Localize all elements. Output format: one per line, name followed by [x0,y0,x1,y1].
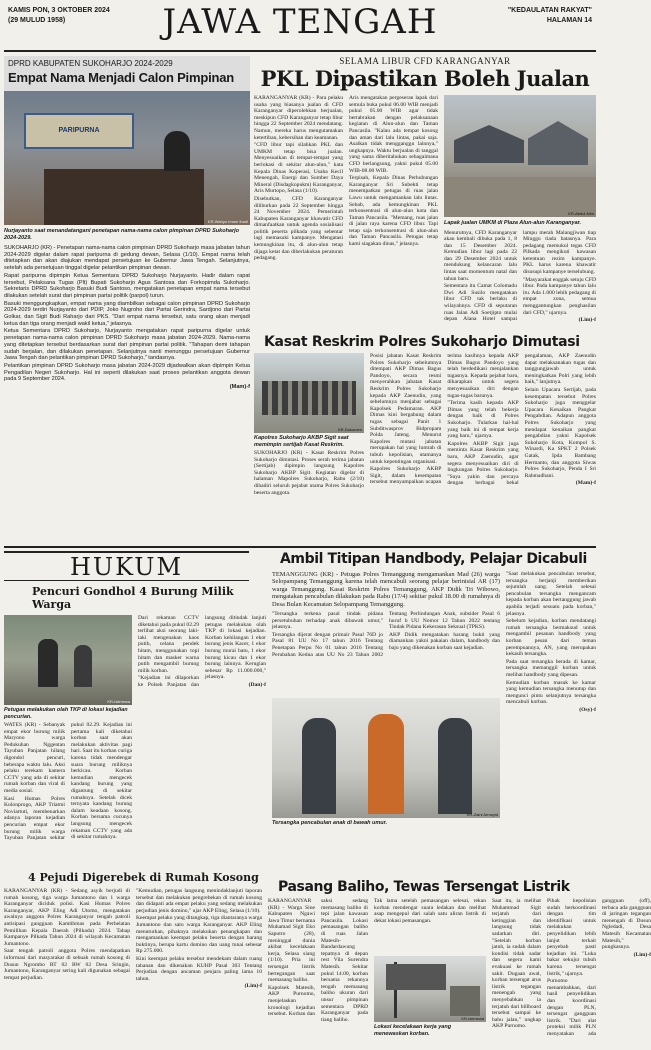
hukum-section-tag: HUKUM [4,551,249,581]
baliho-body-right [492,898,651,1038]
baliho-para-4: Saat itu, ia melihat Muhammad Sigit terjatuh dari ketinggian dan langsung tidak sadarkan diri. "Setelah korban jatuh, ia sudah dalam kondisi tidak sadar dan segera kami evakuasi ke rumah sakit. Dugaan awal, korban tersengat arus listrik tegangan menengah yang menyebabkan ia terjatuh dari billboard tersebut sampai ke bahu jalan," ungkap AKP Purnomo. [492,898,541,1030]
handbody-para-4: AKP Didik mengatakan barang bukti yang diamankan yakni pakaian dalam, handbody dan baju yang dikenakan korban saat kejadian. [389,631,500,651]
handbody-para-6: Sebelum kejadian, korban mendatangi rumah tersangka bermaksud untuk mengambil pesanan handbody yang korban pesan dari teman perempuannya, AN, yang merupakan kekasih tersangka. [506,618,596,658]
reskrim-para-1: SUKOHARJO (KR) - Kasat Reskrim Polres Sukoharjo dimutasi. Proses serah terima jabatan (Sertijab) dipimpin langsung Kapolres Sukoharjo AKBP Sigit. Kegiatan digelar di halaman Mapolres Sukoharjo, Rabu (2/10) dihadiri seluruh pejabat utama Polres Sukoharjo beserta anggota. [254,450,364,496]
article-gondhol [4,585,266,868]
baliho-mid-column [374,898,486,1038]
dprd-photo [4,91,250,225]
paripurna-screen [24,113,134,149]
pejudi-para-3: "Kemudian, petugas langsung menindaklanjuti laporan tersebut dan melakukan pengrebekan di rumah kosong dan didapati ada empat pelaku yang sedang melakukan perjudian jenis domino," ujar AKP Eling, Selasa (1/10). [136,888,262,914]
baliho-body-mid [374,898,486,954]
suspect-figure [368,714,404,814]
reskrim-headline: Kasat Reskrim Polres Sukoharjo Dimutasi [264,334,580,350]
handbody-photo [272,698,500,818]
gondhol-left-column [4,615,132,882]
article-reskrim [254,334,596,546]
handbody-para-8: Kemudian korban masuk ke kamar yang kemudian tersangka menutup dan mengunci pintu selanjutnya tersangka mencabuli korban. [506,679,596,706]
tent-shape [454,125,524,163]
pejudi-end-mark: (Lim)-f [244,983,262,990]
article-baliho [268,879,651,1046]
baliho-para-5: Pihak kepolisian sudah berkoordinasi dengan tim identifikasi untuk melakukan penyelidikan lebih lanjut terkait penyebab pasti kejadian ini. "Luka bakar sekujur tubuh karena tersengat listrik," ujarnya. [547,898,596,977]
article-handbody [272,551,596,877]
baliho-para-3: Tak lama setelah pemasangan selesai, rekan korban mendengar suara ledakan dan melihat asap mengepul dari salah satu aliran listrik di dekat lokasi pemasangan. [374,898,486,924]
pkl-body-right [444,230,596,330]
gondhol-para-4: "Kejadian ini dilaporkan ke Polsek Panjatan dan langsung ditindak lanjuti petugas melakukan olah TKP di lokasi kejadian. Korban kehilangan 1 ekor burung jenis Kacer, 1 ekor burung murai batu, 1 ekor burung kicau dan 1 ekor burung lainnya. Kerugian sebesar Rp 11.000.000," jelasnya. [138,615,266,688]
handbody-lead [272,571,500,608]
article-pejudi [4,871,262,1046]
baliho-body-left [268,898,368,1038]
pkl-para-1: KARANGANYAR (KR) - Para pelaku usaha yang biasanya jualan di CFD Karanganyar diperolehkan berjualan, meskipun CFD Karanganyar tetap libur hingga 22 September 2024 mendatang. Namun, mereka harus mengutamakan ketertiban, kebersihan dan keamanan. [254,95,343,141]
reskrim-left-column [254,353,364,542]
tent-shape-2 [528,121,588,165]
paripurna-banner: PARIPURNA [58,127,100,134]
pejudi-para-1: KARANGANYAR (KR) - Sedang asyik berjudi di rumah kosong, tiga warga Jumantono dan 1 warga Karanganyar diciduk polisi. Kasi Humas Polres Karanganyar, AKP Eling Adi Utomo, mengatakan awalnya anggota Polres Karanganyar tengah patroli antisipasi gangguan Kamtibmas pada Perhelatan Pemilihan Kepala Daerah (Pilkada) 2024. Tahap Kampanye Pilkada Tahun 2024 di wilayah Kecamatan Jumantono. [4,888,130,947]
gondhol-para-3: Dari rekaman CCTV diketahui pada pukul 02.29 terlihat aksi seorang laki-laki mengenakan kaos putih, celana pendek hitam, menggunakan topi hitam dan masker warna putih mengambil burung milik korban. [138,615,199,674]
handbody-side-column [506,571,596,871]
publication-name: "KEDAULATAN RAKYAT" [507,7,592,14]
reskrim-para-4: "Terima kasih kepada AKP Dimas yang telah bekerja dengan baik di Polres Sukoharjo. Tularkan hal-hal yang baik ini di tempat kerja yang baru," ujarnya. [447,400,519,440]
handbody-para-7: Pada saat tersangka berada di kamar, tersangka memanggil korban untuk melihat handbody yang dipesan. [506,658,596,678]
reskrim-para-5: Kapolres AKBP Sigit juga meminta Kasat Reskrim yang baru, AKP Zaenudin, agar segera menyesuaikan diri di lingkungan Polres Sukoharjo. "Saya yakin dan percaya dengan berbagai bekal pengalaman, AKP Zaenudin dapat melaksanakan tugas dan tanggungjawab untuk meningkatkan Polri yang lebih baik," lanjutnya. [447,353,596,487]
baliho-photo-credit: KR-Istimewa [461,1016,484,1021]
reskrim-para-6: Selain Upacara Sertijab, pada kesempatan tersebut Polres Sukoharjo juga menggelar Upacara Kenaikan Pangkat Pengabdian. Adapun anggota Polres Sukoharjo yang mendapat kenaikan pangkat pengabdian yakni Kapolsek Sukoharjo Kota, Kompol S. Winardi, Ka SPKT 2 Polsek Gatak, Ipda Bambang Hermanto, dan anggota Siwas Polres Sukoharjo, Penda I Sri Rahmadhani. [524,386,596,479]
pkl-para-2: "CFD libur tapi silahkan PKL dan UMKM tetap bisa jualan. Menyesuaikan di tempat-tempat yang berlokasi di sekitar alun-alun," kata Kepala Dinas Koperasi, Usaha Kecil Menengah, Energi dan Sumber Daya Mineral (Disdagkopukm) Karanganyar, Aris Murtopo, Selasa (1/10). [254,142,343,195]
baliho-para-1: KARANGANYAR (KR) - Warga Sine Kabupaten Ngawi Jawa Timur bernama Muhamad Sigit Eko Saputro (28), meninggal dunia akibat kecelakaan kerja, Selasa siang (1/10). Pria ini tersengat listrik bertegangan saat memasang baliho. [268,898,315,984]
handbody-para-5: "Saat melakukan pencabulan tersebut, tersangka berjanji memberikan sejumlah uang. Setelah selesai pencabulan tersangka mengancam kepada korban akan bertanggung jawab apabila terjadi sesuatu pada korban," jelasnya. [506,571,596,617]
officers-row [262,381,356,415]
pkl-photo-caption: Lapak jualan UMKM di Plaza Alun-alun Karanganyar. [444,220,582,226]
pkl-kicker: SELAMA LIBUR CFD KARANGANYAR [339,56,511,66]
gondhol-para-1: WATES (KR) - Sebanyak empat ekor burung milik Maryono warga Pedukuhan Nggentan Tayuban Panjatan hilang digondol pencuri, beberapa waktu lalu. Aksi pelaku terekam kamera CCTV yang ada di sekitar rumah korban dan viral di media sosial. [4,722,65,794]
reskrim-body [370,353,596,539]
gondhol-para-2: Kasi Humas Polres Kulonprogo, AKP Triatmi Noviartuti, membenarkan adanya laporan kejadian pencurian empat ekor burung milik warga Tayuban Panjatan sekitar pukul 02.29. Kejadian ini pertama kali diketahui korban saat akan melakukan aktivitas pagi hari. Saat itu korban curiga karena tidak mendengar suara burung miliknya berkicau. Korban kemudian mengecek kandang burung yang digantung di sekitar rumahnya. Setelah dicek ternyata kandang burung dalam keadaan kosong. Korban bersama cucunya langsung mengecek rekaman CCTV yang ada di sekitar rumahnya. [4,722,132,842]
reskrim-caption: Kapolres Sukoharjo AKBP Sigit saat memimpin sertijab Kasat Reskrim. [254,435,349,448]
reskrim-body-lead [254,450,364,542]
pkl-photo [444,95,596,217]
pkl-para-3: Disebutkan, CFD Karanganyar diliburkan pada 22 September hingga 24 November 2024. Pemerintah Kabupaten Karanganyar khawatir CFD dimanfaatkan untuk agenda sosialisasi politik peserta pilkada yang sebentar lagi memasuki kampanye. Mengatasi kemungkinan itu, di alun-alun tetap dijaga ketat dan diberlakukan peraturan pedagang. [254,195,343,262]
podium-table [44,169,204,225]
pejudi-headline: 4 Pejudi Digerebek di Rumah Kosong [28,871,259,884]
section-title: JAWA TENGAH [162,2,438,42]
handbody-para-2: "Tersangka terkena pasal tindak pidana persetubuhan terhadap anak dibawah umur," jelasnya. [272,611,383,631]
pkl-end-mark: (Lim)-f [578,317,596,324]
reskrim-end-mark: (Mam)-f [575,480,596,487]
dprd-header-band [4,56,250,91]
pkl-right-column [444,95,596,330]
handbody-para-1: TEMANGGUNG (KR) - Petugas Polres Temanggung mengamankan Mad (26) warga Selopampang Temanggung karena telah mencabuli seorang pelajar berinisial AR (17) warga Temanggung. Kasat Reskrim Polres Temanggung, AKP Didik Tri Wibowo, mengatakan pencabulan dilakukan pada Rabu (17/4) sekitar pukul 18.00 di rumahnya di Desa Bulan Kecamatan Selopampang Temanggung. [272,571,500,608]
dprd-body [4,245,250,391]
pejudi-para-4: Keempat pelaku yang ditangkap, tiga diantaranya warga Jumantono dan satu warga Karanganyar. AKP Eling menuturkan, pihaknya melakukan penangkapan dan mengamankan keempat pelaku beserta dengan barang buktinya, berupa kartu domino dan uang tunai sebesar Rp 275.000. [136,915,262,955]
handbody-headline: Ambil Titipan Handbody, Pelajar Dicabuli [280,551,587,567]
dprd-photo-credit: KR-Wahyu Imam Ibadi [207,219,248,224]
article-dprd [4,56,250,532]
publication-info [508,6,592,26]
dprd-para-5: Pelantikan pimpinan DPRD Sukoharjo masa jabatan 2024-2029 dijadwalkan akan dipimpin Ketua Pengadilan Negeri Sukoharjo. Hal ini seperti dilakukan saat proses pelantikan anggota dewan pada 9 September 2024. [4,362,250,383]
baliho-photo [374,956,486,1022]
dprd-para-2: Rapat paripurna dipimpin Ketua Sementara DPRD Sukoharjo Nurjayanto. Hadir dalam rapat tersebut, Pelaksana Tugas (Plt) Bupati Sukoharjo Agus Santosa dan Forkopimda Sukoharjo. Sekretaris DPRD Sukoharjo Basuki Budi Santoso, mengatakan penetapan empat nama tersebut dilakukan setelah surat dari pimpinan partai politik (parpol) turun. [4,272,250,299]
dprd-headline: Empat Nama Menjadi Calon Pimpinan [8,70,234,85]
baliho-para-6: Purnomo menambahkan, dari hasil penyelidikan dan koordinasi dengan PLN, tersengat gangguan listrik. "Dari alat proteksi milik PLN menyatakan ada gangguan (off), terbaca ada gangguan di jaringan tegangan menengah di Dusun Ngledadi, Desa Matesih Kecamatan Matesih," pungkasnya. [547,898,651,1037]
baliho-headline: Pasang Baliho, Tewas Tersengat Listrik [278,879,570,895]
reskrim-photo [254,353,364,433]
issue-date-line1: KAMIS PON, 3 OKTOBER 2024 [8,7,110,14]
officer-figure [38,639,58,687]
billboard-shape [386,964,446,990]
pkl-headline: PKL Dipastikan Boleh Jualan [260,66,590,91]
pkl-para-5: Terpisah, Kepala Dinas Perhubungan Karanganyar Sri Subekti tetap menempatkan petugas di ruas jalan Lawu untuk mengamankan lalu lintas. Sebab, ada kemungkinan PKL terkonsentrasi di alun-alun kota dan Taman Pancasila. "Memang, ruas jalan di jalan raya karena CFD libur. Tapi tetap saja terkonsentrasi di alun-alun dan Taman Pancasila. Petugas tetap kami siagakan dinas," jelasnya. [349,175,438,248]
gondhol-photo-credit: KR-Istimewa [107,699,130,704]
dprd-para-1: SUKOHARJO (KR) - Penetapan nama-nama calon pimpinan DPRD Sukoharjo masa jabatan tahun 2024-2029 digelar dalam rapat paripurna di gedung dewan, Selasa (1/10). Empat nama telah ditetapkan dan akan diajukan mendapat persetujuan ke Gubernur Jawa Tengah. Selanjutnya, setelah ada persetujuan tinggal digelar pelantikan pimpinan dewan. [4,245,250,272]
house-shape [450,986,480,1016]
baliho-end-mark: (Lim)-f [633,951,651,958]
gondhol-body-left [4,722,132,882]
reskrim-para-3: Kapolres Sukoharjo AKBP Sigit, dalam kesempatan tersebut menyampaikan ucapan terima kasihnya kepada AKP Dimas Bagus Pandoyo yang telah berdedikasi menjalankan tugasnya. Kepada pejabat baru, diharapkan untuk segera menyesuaikan diri dengan tugas-tugas barunya. [370,353,519,486]
dprd-end-mark: (Mam)-f [229,384,250,391]
pejudi-body [4,888,262,1038]
speaker-figure [164,131,190,171]
issue-date-line2: (29 MULUD 1958) [8,17,66,24]
gondhol-headline: Pencuri Gondhol 4 Burung Milik Warga [32,585,234,611]
baliho-para-2: Kapolsek Matesih, AKP Purnomo, menjelaskan kronologi kejadian tersebut. Korban dan saksi sedang memasang baliho di tepi jalan kawasan Pancasila. Lokasi pemasangan baliho di ruas Jalan Matesih-Bandardawung tepatnya di depan rest Vila Surendra Matesih. Sekitar pukul 14.00, korban bersama rekannya tengah memasang baliho ukuran dari unsur pimpinan sementara DPRD Karanganyar pada tiang baliho. [268,898,368,1023]
reskrim-para-2: Posisi jabatan Kasat Reskrim Polres Sukoharjo sebelumnya ditempati AKP Dimas Bagus Pandoyo, secara resmi menyerahkan jabatan Kasat Reskrim Polres Sukoharjo kepada AKP Zaenudin, yang sebelumnya menjabat sebagai Kapolsek Pedamaran. AKP Dimas kini bergabung dalam tugas sebagai Panit 1 Subditwasprov Bidpropam Polda Jateng. Menurut Kapolres mutasi jabatan merupakan hal yang lumrah di tubuh kepolisian, utamanya untuk kepentingan organisasi. [370,353,442,465]
pkl-body-left [254,95,438,325]
officer-figure-2 [74,645,92,687]
pkl-para-4: Aris mengatakan pergeseran lapak dari semula buka pukul 06.00 WIB menjadi pukul 05.00 WIB agar tidak bertabrakan dengan pelaksanaan kegiatan di Alun-alun dan Taman Pancasila. "Kalau ada tempat kosong dan aman dari lalu lintas, pakai saja. Asalkan tidak mengganggu lainnya," ungkapnya. Waktu berjualan di tanggal yang sama diberitahukan sebagaimana CFD berlangsung, yakni pukul 05.00 WIB-08.00 WIB. [349,95,438,174]
pkl-para-7: Sementara itu Camat Colomadu Dwi Adi Susilo mengatakan libur CFD tak berlaku di wilayahnya. CFD di seputaran ruas Jalan Adi Soetjipto mulai depan Alana Hotel sampai lampu merah Malangjiwan tiap Minggu tiada batasnya. Para pedagang memukul tegas CFD Pilkada mengikuti kawasan ketentuan rezim kampanye. PKL harus karena khawatir disusupi kampanye terselubung. [444,229,596,323]
gondhol-caption: Petugas melakukan olah TKP di lokasi kejadian pencurian. [4,707,128,720]
dprd-caption: Nurjayanto saat menandatangani penetapan nama-nama calon pimpinan DPRD Sukoharjo 2024-2029. [4,228,240,241]
pejudi-para-2: Saat tengah patroli anggota Polres mendapatkan informasi dari masyarakat di sebuah rumah kosong di Dusun Ngrombo RT 02 RW 02 Desa Sringin, Jumantono, Karanganyar sering kali digunakan sebagai tempat perjudian. [4,948,130,981]
section-divider [4,546,596,548]
handbody-body-mid [272,611,500,695]
page-number: HALAMAN 14 [546,17,592,24]
masthead [4,0,596,52]
handbody-caption: Tersangka pencabulan anak di bawah umur. [272,820,388,827]
pkl-para-8: "Masyarakat enggak setuju CFD libur. Pada kampanye tahun lalu itu. Ada 1.000 lebih pedagang di empat zona, semua menggantungkan penghasilan dari CFD," ujarnya. [523,276,596,316]
dprd-para-4: Ketua Sementara DPRD Sukoharjo, Nurjayanto mengatakan rapat paripurna digelar untuk penetapan nama-nama calon pimpinan DPRD Sukoharjo masa jabatan 2024-2029. Nama-nama yang ditetapkan tersebut berdasarkan surat dari pimpinan partai politik. "Tahapan demi tahapan sudah berjalan, dan dilakukan penetapan. Selanjutnya nanti menunggu persetujuan Gubernur Jawa Tengah dan pelantikan pimpinan DPRD Sukoharjo," tandasnya. [4,328,250,362]
gondhol-end-mark: (Dan)-f [248,681,266,688]
dprd-kicker: DPRD KABUPATEN SUKOHARJO 2024-2029 [8,59,173,68]
handbody-main-column [272,571,500,871]
officer-figure-2 [438,718,472,814]
handbody-para-3: Tersangka dijerat dengan primair Pasal 76D jo Pasal 81 UU No 17 tahun 2016 Tentang Penetapan Perpu No 01 tahun 2016 Tentang Perubahan Kedua atas UU No 23 Tahun 2002 Tentang Perlindungan Anak, subsider Pasal 6 huruf b UU Nomor 12 Tahun 2022 tentang Tindak Pidana Kekerasan Seksual (TPKS). [272,611,500,658]
pkl-photo-credit: KR-Abdul Alim [568,211,594,216]
gondhol-body-right [138,615,266,881]
officer-figure [302,718,336,814]
handbody-end-mark: (Osy)-f [579,706,596,713]
dprd-para-3: Basuki menggungkapkan, empat nama yang diambilkan sebagai calon pimpinan DPRD Sukoharjo 2024-2029 terdiri Nurjayanto dari PDIP, Joko Nugroho dari Partai Gerindra, Sardjono dari Partai Golkar, dan Sigit Budi Raharjo dari PKS. "Dari empat nama tersebut, satu orang akan menjadi ketua dan tiga orang menjadi wakil ketua," jelasnya. [4,300,250,327]
pkl-para-6: Menurutnya, CFD Karanganyar akan kembali dibuka pada 1, 8 dan 15 Desember 2024. Kemudian libur lagi pada 22 dan 29 Desember 2024 untuk mendukung kelancaran lalu lintas saat momentum natal dan tahun baru. [444,229,517,282]
gondhol-photo [4,615,132,705]
reskrim-photo-credit: KR-Dokumen [337,427,362,432]
pejudi-para-5: Kini keempat pelaku tersebut mendekam dalam ruang tahanan dan dikenakan KUHP Pasal 303 Tentang Perjudian dengan ancaman penjara paling lama 10 tahun. [136,955,262,982]
baliho-caption: Lokasi kecelakaan kerja yang menewaskan korban. [374,1024,452,1037]
handbody-photo-credit: KR-Zaini Arrosyid [466,812,498,818]
